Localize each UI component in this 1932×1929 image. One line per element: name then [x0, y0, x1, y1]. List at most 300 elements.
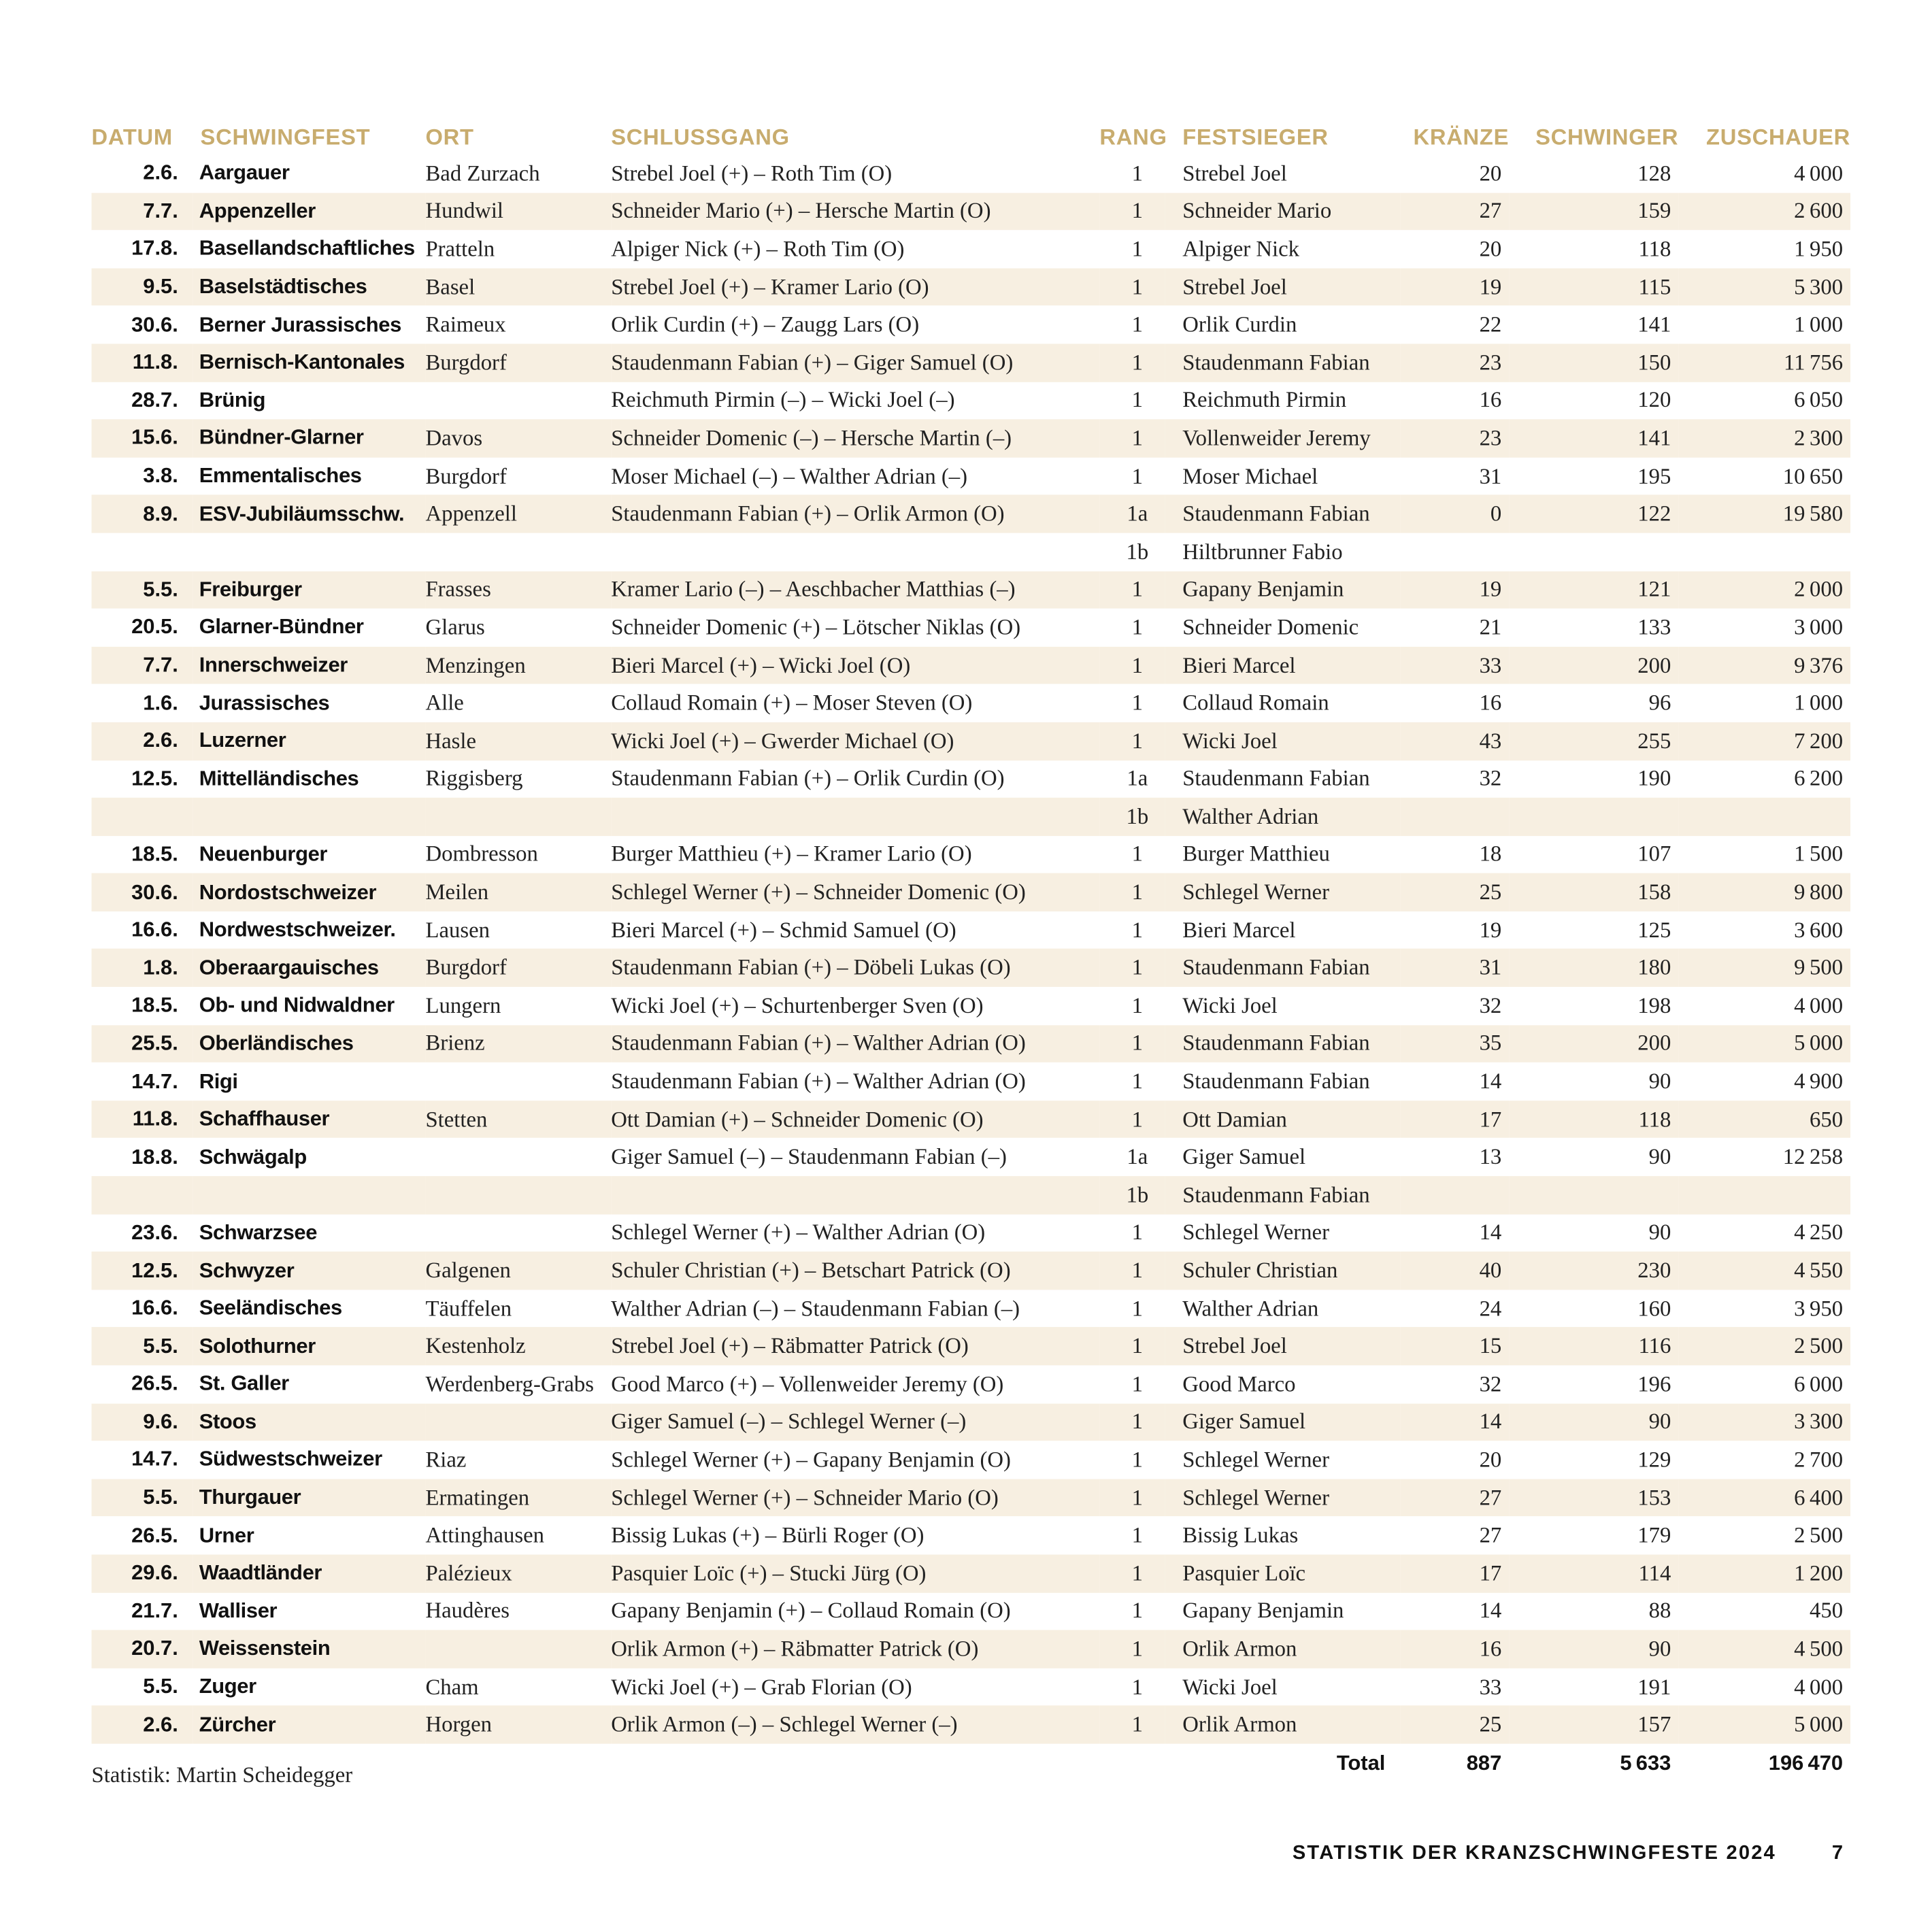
cell-rank: 1: [1131, 1106, 1144, 1131]
cell-winner: Orlik Armon: [1182, 1711, 1297, 1737]
cell-rank: 1: [1131, 1258, 1144, 1283]
cell-date: 12.5.: [131, 766, 178, 790]
cell-rank: 1: [1131, 1636, 1144, 1661]
cell-wreaths: 32: [1479, 992, 1502, 1018]
cell-rank: 1: [1131, 614, 1144, 639]
cell-winner: Strebel Joel: [1182, 1333, 1287, 1358]
cell-winner: Orlik Armon: [1182, 1636, 1297, 1661]
table-row: [92, 1517, 1850, 1555]
cell-rank: 1: [1131, 1409, 1144, 1435]
cell-festival: Südwestschweizer: [199, 1447, 382, 1471]
cell-spectators: 12 258: [1782, 1144, 1844, 1169]
cell-final-bout: Walther Adrian (–) – Staudenmann Fabian (–): [611, 1295, 1020, 1321]
cell-final-bout: Gapany Benjamin (+) – Collaud Romain (O): [611, 1598, 1011, 1624]
cell-rank: 1: [1131, 425, 1144, 450]
cell-place: Frasses: [425, 576, 491, 602]
cell-winner: Schlegel Werner: [1182, 1484, 1329, 1510]
cell-festival: Freiburger: [199, 577, 302, 601]
cell-date: 26.5.: [131, 1371, 178, 1396]
header-spectators: ZUSCHAUER: [1706, 124, 1851, 150]
cell-place: Alle: [425, 690, 464, 716]
cell-date: 8.9.: [143, 501, 178, 526]
cell-final-bout: Staudenmann Fabian (+) – Döbeli Lukas (O): [611, 955, 1011, 980]
cell-final-bout: Staudenmann Fabian (+) – Walther Adrian (O): [611, 1069, 1026, 1094]
cell-winner: Giger Samuel: [1182, 1144, 1306, 1169]
cell-spectators: 3 000: [1794, 614, 1844, 639]
table-row: [92, 798, 1850, 836]
header-final-bout: SCHLUSSGANG: [611, 124, 790, 150]
cell-final-bout: Schlegel Werner (+) – Schneider Mario (O): [611, 1484, 999, 1510]
cell-place: [425, 1176, 611, 1214]
cell-final-bout: Orlik Armon (–) – Schlegel Werner (–): [611, 1711, 958, 1737]
header-wrestlers: SCHWINGER: [1535, 124, 1679, 150]
cell-date: 1.6.: [143, 690, 178, 715]
cell-wreaths: 20: [1479, 1447, 1502, 1472]
cell-place: [425, 1214, 611, 1252]
empty-cell: [1099, 1744, 1165, 1783]
cell-place: Horgen: [425, 1711, 493, 1737]
table-row: [92, 382, 1850, 420]
table-row: [92, 911, 1850, 950]
cell-wreaths: 19: [1479, 576, 1502, 602]
cell-festival: Thurgauer: [199, 1485, 301, 1509]
table-row: [92, 1139, 1850, 1177]
cell-final-bout: Staudenmann Fabian (+) – Walther Adrian (O): [611, 1030, 1026, 1056]
header-winner: FESTSIEGER: [1182, 124, 1329, 150]
table-row: [92, 306, 1850, 344]
total-label: Total: [1336, 1751, 1386, 1775]
cell-winner: Giger Samuel: [1182, 1409, 1306, 1435]
cell-place: Täuffelen: [425, 1295, 512, 1321]
cell-spectators: 3 950: [1794, 1295, 1844, 1321]
cell-final-bout: Schneider Domenic (–) – Hersche Martin (–): [611, 425, 1012, 450]
cell-wreaths: 35: [1479, 1030, 1502, 1056]
cell-rank: 1: [1131, 841, 1144, 867]
cell-final-bout: Giger Samuel (–) – Staudenmann Fabian (–): [611, 1144, 1007, 1169]
table-row: [92, 1252, 1850, 1290]
cell-spectators: 10 650: [1782, 463, 1844, 488]
cell-winner: Bieri Marcel: [1182, 652, 1296, 677]
cell-rank: 1: [1131, 1711, 1144, 1737]
cell-date: 20.7.: [131, 1637, 178, 1660]
cell-place: Meilen: [425, 879, 489, 905]
cell-place: Menzingen: [425, 652, 526, 677]
cell-date: 2.6.: [143, 728, 178, 752]
table-row: [92, 1441, 1850, 1479]
table-row: [92, 1176, 1850, 1214]
cell-wreaths: [1400, 533, 1509, 571]
table-row: [92, 836, 1850, 874]
cell-rank: 1b: [1126, 1181, 1149, 1207]
cell-wreaths: 32: [1479, 1371, 1502, 1396]
cell-place: Raimeux: [425, 312, 506, 337]
cell-place: Burgdorf: [425, 463, 507, 488]
table-row: [92, 495, 1850, 533]
cell-final-bout: Kramer Lario (–) – Aeschbacher Matthias (–): [611, 576, 1016, 602]
cell-festival: Urner: [199, 1523, 254, 1547]
cell-wrestlers: 191: [1637, 1674, 1671, 1699]
cell-rank: 1: [1131, 1295, 1144, 1321]
footer-title: STATISTIK DER KRANZSCHWINGFESTE 2024: [1292, 1843, 1776, 1864]
empty-cell: [611, 1744, 1099, 1783]
cell-wreaths: 43: [1479, 728, 1502, 753]
cell-place: Burgdorf: [425, 955, 507, 980]
cell-wreaths: 24: [1479, 1295, 1502, 1321]
cell-wrestlers: 125: [1637, 917, 1671, 942]
cell-spectators: 3 300: [1794, 1409, 1844, 1435]
cell-festival: Zürcher: [199, 1712, 276, 1737]
cell-place: Pratteln: [425, 236, 495, 261]
cell-wreaths: 16: [1479, 1636, 1502, 1661]
cell-date: 9.6.: [143, 1409, 178, 1434]
cell-rank: 1: [1131, 160, 1144, 186]
cell-place: Ermatingen: [425, 1484, 530, 1510]
table-row: [92, 949, 1850, 987]
cell-date: 5.5.: [143, 577, 178, 601]
cell-rank: 1: [1131, 1674, 1144, 1699]
cell-rank: 1b: [1126, 539, 1149, 564]
cell-place: Kestenholz: [425, 1333, 526, 1358]
cell-festival: Basellandschaftliches: [199, 237, 415, 261]
table-row: [92, 1592, 1850, 1630]
cell-winner: Wicki Joel: [1182, 728, 1278, 753]
cell-place: Dombresson: [425, 841, 538, 867]
cell-wrestlers: 159: [1637, 198, 1671, 223]
cell-wreaths: 14: [1479, 1598, 1502, 1624]
cell-wrestlers: 153: [1637, 1484, 1671, 1510]
cell-festival: Waadtländer: [199, 1561, 322, 1585]
cell-wreaths: 27: [1479, 198, 1502, 223]
cell-spectators: 2 300: [1794, 425, 1844, 450]
cell-final-bout: Wicki Joel (+) – Schurtenberger Sven (O): [611, 992, 984, 1018]
cell-winner: Bieri Marcel: [1182, 917, 1296, 942]
cell-spectators: 4 500: [1794, 1636, 1844, 1661]
cell-final-bout: Orlik Armon (+) – Räbmatter Patrick (O): [611, 1636, 979, 1661]
cell-winner: Reichmuth Pirmin: [1182, 387, 1347, 413]
cell-festival: [193, 798, 426, 836]
table-row: [92, 1290, 1850, 1328]
table-row: [92, 1554, 1850, 1592]
cell-final-bout: Strebel Joel (+) – Roth Tim (O): [611, 160, 893, 186]
cell-date: [92, 798, 193, 836]
cell-festival: Zuger: [199, 1674, 256, 1698]
cell-wrestlers: 121: [1637, 576, 1671, 602]
cell-date: 15.6.: [131, 426, 178, 450]
empty-cell: [425, 1744, 611, 1783]
cell-winner: Staudenmann Fabian: [1182, 350, 1370, 375]
cell-place: [425, 1630, 611, 1668]
cell-festival: Berner Jurassisches: [199, 312, 401, 336]
cell-winner: Wicki Joel: [1182, 992, 1278, 1018]
table-row: [92, 609, 1850, 647]
cell-date: 21.7.: [131, 1598, 178, 1623]
cell-wrestlers: 107: [1637, 841, 1671, 867]
cell-rank: 1: [1131, 1598, 1144, 1624]
table-row: [92, 684, 1850, 722]
total-spectators: 196 470: [1768, 1751, 1844, 1775]
cell-wrestlers: 116: [1638, 1333, 1671, 1358]
cell-place: Lungern: [425, 992, 501, 1018]
cell-place: Galgenen: [425, 1258, 511, 1283]
cell-spectators: 4 000: [1794, 992, 1844, 1018]
cell-wrestlers: 141: [1637, 312, 1671, 337]
cell-final-bout: [611, 1176, 1099, 1214]
cell-winner: Schlegel Werner: [1182, 879, 1329, 905]
cell-date: 29.6.: [131, 1561, 178, 1585]
cell-winner: Good Marco: [1182, 1371, 1296, 1396]
cell-spectators: 2 500: [1794, 1522, 1844, 1547]
cell-place: Bad Zurzach: [425, 160, 540, 186]
table-row: [92, 1214, 1850, 1252]
cell-final-bout: Wicki Joel (+) – Gwerder Michael (O): [611, 728, 954, 753]
cell-wrestlers: 180: [1637, 955, 1671, 980]
cell-wreaths: 17: [1479, 1560, 1502, 1586]
cell-wreaths: 32: [1479, 766, 1502, 791]
cell-spectators: [1678, 533, 1850, 571]
cell-final-bout: Strebel Joel (+) – Räbmatter Patrick (O): [611, 1333, 969, 1358]
table-row: [92, 722, 1850, 760]
cell-winner: Strebel Joel: [1182, 160, 1287, 186]
total-wrestlers: 5 633: [1620, 1751, 1671, 1775]
cell-wreaths: 14: [1479, 1069, 1502, 1094]
cell-date: 14.7.: [131, 1447, 178, 1471]
statistics-credit: Statistik: Martin Scheidegger: [91, 1762, 353, 1788]
cell-wreaths: 23: [1479, 350, 1502, 375]
cell-wrestlers: 157: [1637, 1711, 1671, 1737]
cell-winner: Burger Matthieu: [1182, 841, 1330, 867]
header-wreaths: KRÄNZE: [1413, 124, 1510, 150]
cell-date: [92, 533, 193, 571]
cell-festival: Weissenstein: [199, 1637, 331, 1660]
cell-wrestlers: 195: [1637, 463, 1671, 488]
cell-festival: Appenzeller: [199, 199, 316, 223]
cell-festival: Rigi: [199, 1069, 238, 1093]
cell-spectators: 1 000: [1794, 690, 1844, 716]
cell-wreaths: 14: [1479, 1409, 1502, 1435]
cell-spectators: 9 500: [1794, 955, 1844, 980]
cell-winner: Walther Adrian: [1182, 1295, 1319, 1321]
cell-date: 14.7.: [131, 1069, 178, 1093]
cell-winner: Staudenmann Fabian: [1182, 766, 1370, 791]
cell-winner: Staudenmann Fabian: [1182, 1030, 1370, 1056]
cell-spectators: 1 200: [1794, 1560, 1844, 1586]
table-row: [92, 646, 1850, 684]
cell-spectators: 11 756: [1783, 350, 1844, 375]
cell-final-bout: Alpiger Nick (+) – Roth Tim (O): [611, 236, 905, 261]
cell-rank: 1b: [1126, 803, 1149, 828]
cell-winner: Schlegel Werner: [1182, 1220, 1329, 1245]
cell-festival: Luzerner: [199, 728, 286, 752]
cell-place: Riggisberg: [425, 766, 523, 791]
cell-place: Attinghausen: [425, 1522, 545, 1547]
cell-winner: Gapany Benjamin: [1182, 576, 1344, 602]
table-row: [92, 533, 1850, 571]
cell-rank: 1: [1131, 992, 1144, 1018]
cell-wreaths: 25: [1479, 1711, 1502, 1737]
cell-place: Stetten: [425, 1106, 488, 1131]
header-date: DATUM: [91, 124, 173, 150]
total-wreaths: 887: [1466, 1751, 1502, 1775]
cell-wreaths: 21: [1479, 614, 1502, 639]
cell-final-bout: Schneider Domenic (+) – Lötscher Niklas (O): [611, 614, 1021, 639]
table-row: [92, 1328, 1850, 1366]
cell-wrestlers: 90: [1648, 1069, 1671, 1094]
cell-final-bout: Reichmuth Pirmin (–) – Wicki Joel (–): [611, 387, 955, 413]
cell-date: 1.8.: [143, 956, 178, 979]
cell-rank: 1: [1131, 1220, 1144, 1245]
header-place: ORT: [425, 124, 474, 150]
cell-spectators: 1 950: [1794, 236, 1844, 261]
cell-wreaths: 14: [1479, 1220, 1502, 1245]
cell-winner: Moser Michael: [1182, 463, 1318, 488]
cell-wreaths: 33: [1479, 1674, 1502, 1699]
cell-spectators: 3 600: [1794, 917, 1844, 942]
cell-rank: 1a: [1127, 1144, 1148, 1169]
cell-rank: 1: [1131, 652, 1144, 677]
cell-wrestlers: 122: [1637, 501, 1671, 526]
cell-place: Werdenberg-Grabs: [425, 1371, 595, 1396]
cell-wrestlers: 118: [1638, 236, 1671, 261]
table-row: [92, 1025, 1850, 1063]
cell-place: [425, 382, 611, 420]
cell-spectators: 6 400: [1794, 1484, 1844, 1510]
cell-rank: 1: [1131, 917, 1144, 942]
cell-wrestlers: 88: [1648, 1598, 1671, 1624]
cell-wrestlers: 90: [1648, 1144, 1671, 1169]
cell-festival: ESV-Jubiläumsschw.: [199, 501, 405, 526]
cell-wreaths: 31: [1479, 955, 1502, 980]
cell-spectators: 1 500: [1794, 841, 1844, 867]
cell-place: Cham: [425, 1674, 479, 1699]
cell-final-bout: Bieri Marcel (+) – Schmid Samuel (O): [611, 917, 956, 942]
cell-date: 12.5.: [131, 1258, 178, 1282]
cell-festival: Walliser: [199, 1598, 278, 1623]
cell-festival: Glarner-Bündner: [199, 615, 364, 639]
cell-final-bout: Schlegel Werner (+) – Walther Adrian (O): [611, 1220, 986, 1245]
cell-festival: Schaffhauser: [199, 1107, 330, 1131]
cell-date: 30.6.: [131, 312, 178, 336]
cell-spectators: [1678, 798, 1850, 836]
cell-wrestlers: 120: [1637, 387, 1671, 413]
cell-final-bout: Burger Matthieu (+) – Kramer Lario (O): [611, 841, 972, 867]
cell-place: Brienz: [425, 1030, 485, 1056]
cell-festival: Seeländisches: [199, 1296, 342, 1320]
cell-spectators: 450: [1810, 1598, 1844, 1624]
cell-final-bout: Ott Damian (+) – Schneider Domenic (O): [611, 1106, 984, 1131]
cell-wreaths: 27: [1479, 1522, 1502, 1547]
cell-place: [425, 798, 611, 836]
cell-date: 16.6.: [131, 1296, 178, 1320]
cell-date: 23.6.: [131, 1220, 178, 1244]
cell-rank: 1: [1131, 576, 1144, 602]
cell-winner: Pasquier Loïc: [1182, 1560, 1306, 1586]
cell-rank: 1: [1131, 1560, 1144, 1586]
cell-wreaths: 40: [1479, 1258, 1502, 1283]
cell-rank: 1: [1131, 955, 1144, 980]
cell-rank: 1: [1131, 1447, 1144, 1472]
cell-place: Riaz: [425, 1447, 467, 1472]
cell-festival: Brünig: [199, 388, 266, 412]
table-row: [92, 987, 1850, 1025]
cell-wrestlers: 230: [1637, 1258, 1671, 1283]
cell-festival: Ob- und Nidwaldner: [199, 993, 395, 1018]
cell-spectators: 9 376: [1794, 652, 1844, 677]
cell-place: [425, 1403, 611, 1441]
cell-spectators: 4 250: [1794, 1220, 1844, 1245]
cell-wreaths: 20: [1479, 236, 1502, 261]
cell-date: 17.8.: [131, 237, 178, 261]
cell-wrestlers: 190: [1637, 766, 1671, 791]
cell-final-bout: [611, 533, 1099, 571]
cell-festival: Aargauer: [199, 161, 290, 185]
cell-place: Hasle: [425, 728, 476, 753]
cell-winner: Hiltbrunner Fabio: [1182, 539, 1343, 564]
cell-wrestlers: 114: [1638, 1560, 1671, 1586]
cell-spectators: 19 580: [1782, 501, 1844, 526]
cell-spectators: 4 550: [1794, 1258, 1844, 1283]
cell-festival: Nordwestschweizer.: [199, 918, 396, 941]
cell-spectators: 5 000: [1794, 1030, 1844, 1056]
cell-wreaths: 18: [1479, 841, 1502, 867]
cell-wrestlers: 198: [1637, 992, 1671, 1018]
cell-winner: Gapany Benjamin: [1182, 1598, 1344, 1624]
kranzschwingfeste-table: [92, 120, 1850, 1783]
table-row: [92, 1403, 1850, 1441]
cell-date: 16.6.: [131, 918, 178, 941]
cell-wreaths: 17: [1479, 1106, 1502, 1131]
cell-final-bout: Good Marco (+) – Vollenweider Jeremy (O): [611, 1371, 1004, 1396]
cell-wrestlers: 90: [1648, 1636, 1671, 1661]
cell-final-bout: Moser Michael (–) – Walther Adrian (–): [611, 463, 968, 488]
cell-place: Haudères: [425, 1598, 510, 1624]
cell-place: Glarus: [425, 614, 485, 639]
cell-date: 18.8.: [131, 1145, 178, 1169]
cell-spectators: 650: [1810, 1106, 1844, 1131]
cell-rank: 1: [1131, 198, 1144, 223]
cell-spectators: 4 900: [1794, 1069, 1844, 1094]
cell-festival: Mittelländisches: [199, 766, 359, 790]
cell-spectators: 1 000: [1794, 312, 1844, 337]
cell-place: Davos: [425, 425, 483, 450]
cell-spectators: 5 000: [1794, 1711, 1844, 1737]
cell-date: 5.5.: [143, 1485, 178, 1509]
cell-final-bout: [611, 798, 1099, 836]
cell-winner: Schneider Domenic: [1182, 614, 1359, 639]
cell-spectators: 6 050: [1794, 387, 1844, 413]
cell-rank: 1: [1131, 273, 1144, 299]
table-row: [92, 1706, 1850, 1744]
cell-place: Basel: [425, 273, 476, 299]
table-row: [92, 343, 1850, 382]
cell-rank: 1: [1131, 350, 1144, 375]
cell-wreaths: 16: [1479, 387, 1502, 413]
table-row: [92, 154, 1850, 192]
cell-winner: Ott Damian: [1182, 1106, 1287, 1131]
cell-wreaths: 25: [1479, 879, 1502, 905]
cell-final-bout: Schlegel Werner (+) – Gapany Benjamin (O): [611, 1447, 1011, 1472]
cell-rank: 1: [1131, 236, 1144, 261]
cell-date: 7.7.: [143, 199, 178, 223]
cell-final-bout: Schneider Mario (+) – Hersche Martin (O): [611, 198, 991, 223]
cell-rank: 1: [1131, 1522, 1144, 1547]
cell-winner: Collaud Romain: [1182, 690, 1329, 716]
cell-wreaths: 31: [1479, 463, 1502, 488]
cell-spectators: 2 500: [1794, 1333, 1844, 1358]
cell-wreaths: 15: [1479, 1333, 1502, 1358]
table-row: [92, 1365, 1850, 1403]
cell-rank: 1: [1131, 1030, 1144, 1056]
cell-wrestlers: [1509, 533, 1678, 571]
